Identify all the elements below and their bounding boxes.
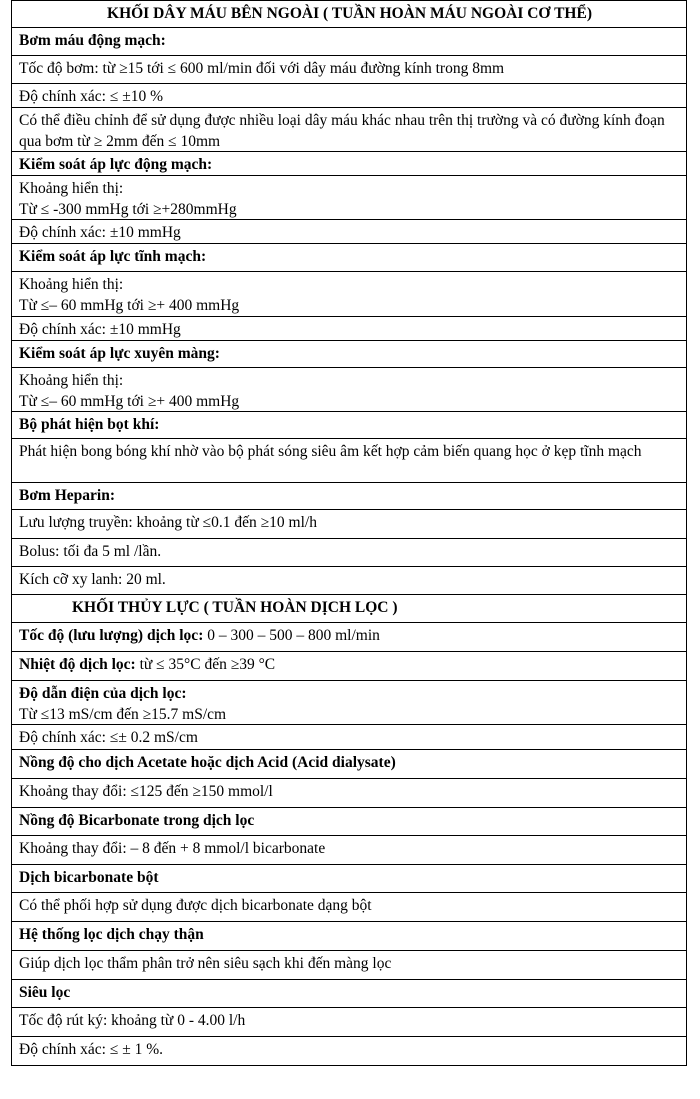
spec-value: Độ chính xác: ≤ ± 1 %. [19, 1041, 163, 1058]
spec-heading: Nồng độ cho dịch Acetate hoặc dịch Acid (Acid dialysate) [12, 750, 686, 779]
spec-value: Từ ≤13 mS/cm đến ≥15.7 mS/cm [19, 706, 227, 723]
spec-heading-with-value [12, 652, 686, 681]
spec-value: 0 – 300 – 500 – 800 ml/min [203, 627, 380, 644]
spec-heading: Kiểm soát áp lực tĩnh mạch: [12, 244, 686, 272]
spec-value: Độ chính xác: ±10 mmHg [12, 220, 686, 244]
spec-heading-with-value [12, 681, 686, 725]
spec-heading: Nhiệt độ dịch lọc: [19, 656, 136, 673]
spec-value: Khoảng thay đổi: ≤125 đến ≥150 mmol/l [12, 779, 686, 808]
spec-value: Khoảng hiển thị: Từ ≤– 60 mmHg tới ≥+ 400 mmHg [12, 272, 686, 317]
spec-value: Độ chính xác: ±10 mmHg [12, 317, 686, 341]
spec-heading-with-value [12, 623, 686, 652]
spec-heading: Độ dẫn điện của dịch lọc: [19, 685, 187, 702]
spec-value: Khoảng hiển thị: Từ ≤– 60 mmHg tới ≥+ 400 mmHg [12, 368, 686, 412]
spec-value: Có thể điều chỉnh để sử dụng được nhiều loại dây máu khác nhau trên thị trường và có đường kính đoạn qua bơm từ ≥ 2mm đến ≤ 10mm [12, 108, 686, 152]
spec-heading: Hệ thống lọc dịch chạy thận [12, 922, 686, 951]
spec-value: từ ≤ 35°C đến ≥39 °C [135, 656, 276, 673]
spec-value: Tốc độ rút ký: khoảng từ 0 - 4.00 l/h [12, 1008, 686, 1037]
spec-heading: Nồng độ Bicarbonate trong dịch lọc [12, 808, 686, 836]
spec-value: Phát hiện bong bóng khí nhờ vào bộ phát sóng siêu âm kết hợp cảm biến quang học ở kẹp tĩnh mạch [12, 439, 686, 483]
spec-value: Giúp dịch lọc thẩm phân trở nên siêu sạch khi đến màng lọc [12, 951, 686, 980]
spec-heading: Dịch bicarbonate bột [12, 865, 686, 893]
spec-heading: Kiểm soát áp lực xuyên màng: [12, 341, 686, 368]
spec-value: Tốc độ bơm: từ ≥15 tới ≤ 600 ml/min đối với dây máu đường kính trong 8mm [12, 56, 686, 84]
spec-table [11, 0, 687, 1066]
spec-value: Có thể phối hợp sử dụng được dịch bicarbonate dạng bột [12, 893, 686, 922]
spec-value: Kích cỡ xy lanh: 20 ml. [12, 567, 686, 595]
spec-heading: Siêu lọc [12, 980, 686, 1008]
spec-value: Lưu lượng truyền: khoảng từ ≤0.1 đến ≥10 ml/h [12, 510, 686, 539]
spec-value: Độ chính xác: ≤ ±10 % [12, 84, 686, 108]
spec-heading: Tốc độ (lưu lượng) dịch lọc: [19, 627, 204, 644]
section-title: KHỐI DÂY MÁU BÊN NGOÀI ( TUẦN HOÀN MÁU NGOÀI CƠ THỂ) [12, 1, 686, 28]
spec-heading: Bơm máu động mạch: [12, 28, 686, 56]
spec-heading: Bộ phát hiện bọt khí: [12, 412, 686, 439]
spec-value: Khoảng thay đổi: – 8 đến + 8 mmol/l bicarbonate [12, 836, 686, 865]
spec-heading: Bơm Heparin: [12, 483, 686, 510]
spec-value: Khoảng hiển thị: Từ ≤ -300 mmHg tới ≥+280mmHg [12, 176, 686, 220]
spec-value: Độ chính xác: ≤± 0.2 mS/cm [12, 725, 686, 750]
spec-heading: Kiểm soát áp lực động mạch: [12, 152, 686, 176]
spec-value: Bolus: tối đa 5 ml /lần. [12, 539, 686, 567]
section-title: KHỐI THỦY LỰC ( TUẦN HOÀN DỊCH LỌC ) [12, 595, 686, 623]
